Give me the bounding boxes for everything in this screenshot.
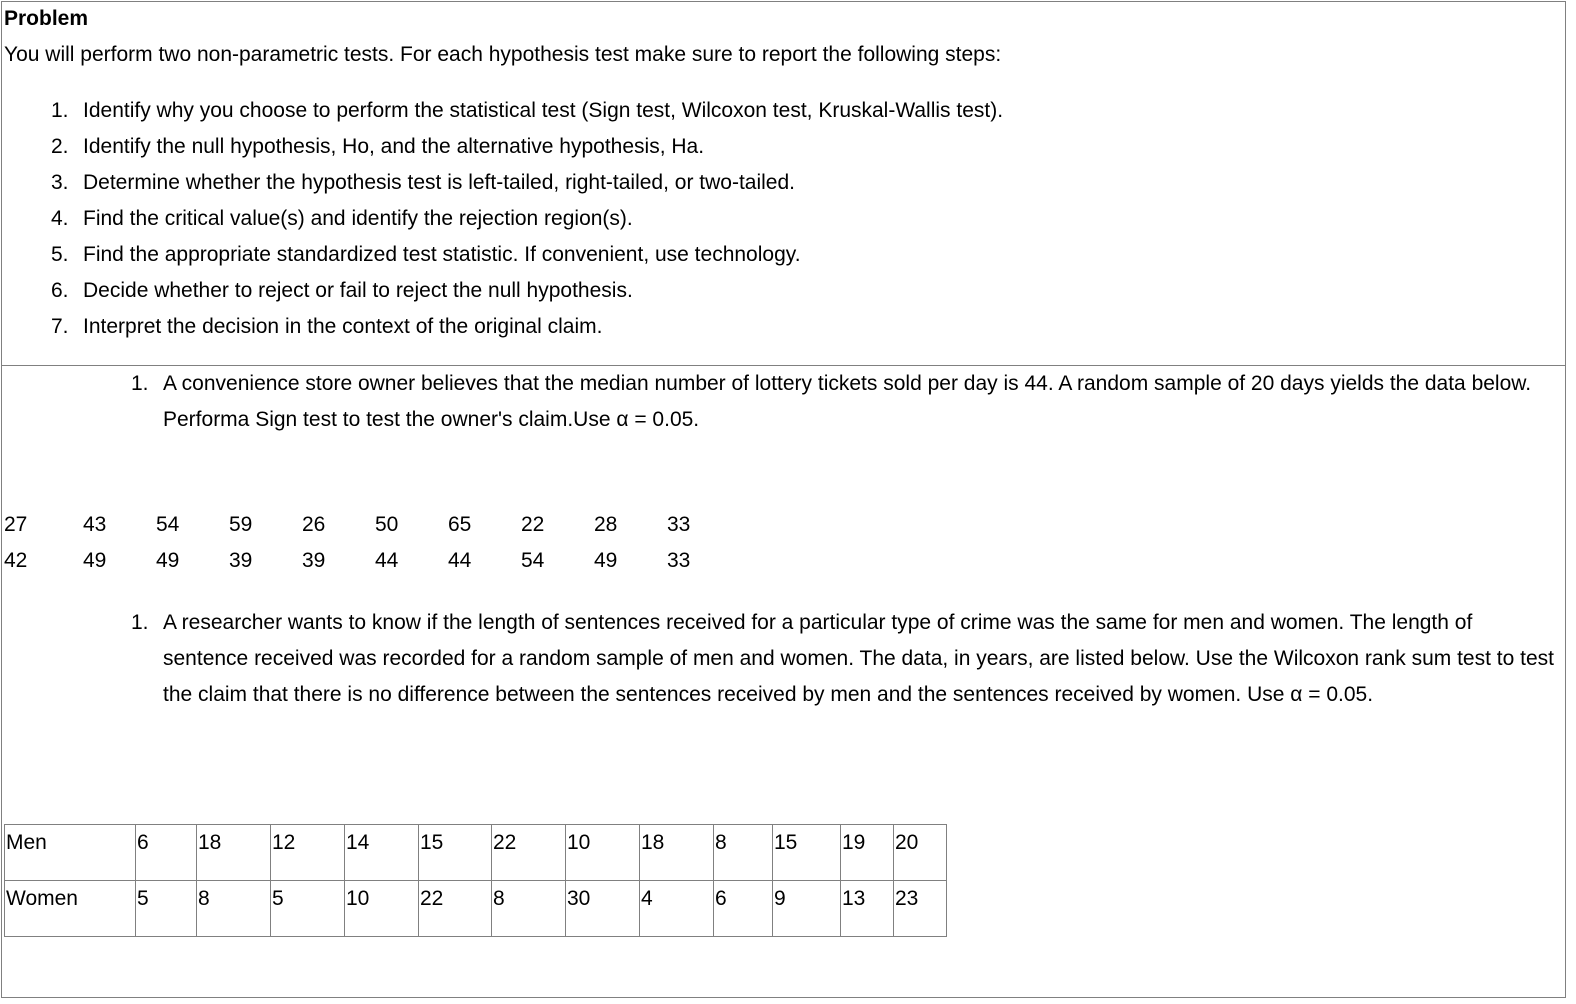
data-value: 65 <box>448 513 472 536</box>
data-value: 27 <box>4 513 28 536</box>
question-2-number: 1. <box>131 611 149 634</box>
data-value: 49 <box>156 549 180 572</box>
table-cell: 8 <box>197 881 271 937</box>
step-text: Find the critical value(s) and identify the rejection region(s). <box>83 207 633 230</box>
data-value: 28 <box>594 513 618 536</box>
data-value: 22 <box>521 513 545 536</box>
question-1-number: 1. <box>131 372 149 395</box>
step-text: Interpret the decision in the context of the original claim. <box>83 315 603 338</box>
table-cell: 18 <box>197 825 271 881</box>
data-value: 33 <box>667 549 691 572</box>
table-cell: 22 <box>419 881 492 937</box>
data-value: 54 <box>156 513 180 536</box>
table-cell: 6 <box>136 825 197 881</box>
table-cell: 18 <box>640 825 714 881</box>
table-cell: 8 <box>714 825 773 881</box>
data-value: 39 <box>302 549 326 572</box>
table-cell: 6 <box>714 881 773 937</box>
table-cell: 5 <box>136 881 197 937</box>
table-cell: 9 <box>773 881 841 937</box>
data-value: 43 <box>83 513 107 536</box>
step-text: Identify why you choose to perform the statistical test (Sign test, Wilcoxon test, Kruskal-Wallis test). <box>83 99 1004 122</box>
table-row-women <box>5 881 947 937</box>
data-value: 39 <box>229 549 253 572</box>
question-1-text: A convenience store owner believes that the median number of lottery tickets sold per day is 44. A random sample of 20 days yields the data below. Performa Sign test to test the owner's claim.Use α = 0.05. <box>163 372 1532 431</box>
data-value: 54 <box>521 549 545 572</box>
wilcoxon-data-table <box>4 824 947 937</box>
table-cell: 15 <box>773 825 841 881</box>
table-cell: 10 <box>566 825 640 881</box>
step-text: Find the appropriate standardized test statistic. If convenient, use technology. <box>83 243 801 266</box>
step-text: Identify the null hypothesis, Ho, and the alternative hypothesis, Ha. <box>83 135 705 158</box>
data-value: 50 <box>375 513 399 536</box>
table-cell: 12 <box>271 825 345 881</box>
row-label: Women <box>5 881 136 937</box>
data-value: 44 <box>375 549 399 572</box>
table-cell: 13 <box>841 881 894 937</box>
row-label: Men <box>5 825 136 881</box>
step-text: Determine whether the hypothesis test is left-tailed, right-tailed, or two-tailed. <box>83 171 796 194</box>
data-value: 42 <box>4 549 28 572</box>
table-cell: 15 <box>419 825 492 881</box>
table-row-men <box>5 825 947 881</box>
data-value: 59 <box>229 513 253 536</box>
table-cell: 20 <box>894 825 947 881</box>
table-cell: 14 <box>345 825 419 881</box>
table-cell: 19 <box>841 825 894 881</box>
question-2-text: A researcher wants to know if the length of sentences received for a particular type of crime was the same for men and women. The length of sentence received was recorded for a random sample of men and women. The data, in years, are listed below. Use the Wilcoxon rank sum test to test the claim that there is no difference between the sentences received by men and the sentences received by women. Use α = 0.05. <box>163 611 1554 706</box>
data-value: 26 <box>302 513 326 536</box>
problem-heading: Problem <box>4 7 89 30</box>
data-value: 49 <box>594 549 618 572</box>
table-cell: 4 <box>640 881 714 937</box>
table-cell: 5 <box>271 881 345 937</box>
data-value: 49 <box>83 549 107 572</box>
table-cell: 23 <box>894 881 947 937</box>
table-cell: 30 <box>566 881 640 937</box>
step-text: Decide whether to reject or fail to reject the null hypothesis. <box>83 279 633 302</box>
table-cell: 10 <box>345 881 419 937</box>
problem-intro: You will perform two non-parametric tests. For each hypothesis test make sure to report the following steps: <box>4 43 1002 66</box>
data-value: 44 <box>448 549 472 572</box>
table-cell: 8 <box>492 881 566 937</box>
data-value: 33 <box>667 513 691 536</box>
table-cell: 22 <box>492 825 566 881</box>
